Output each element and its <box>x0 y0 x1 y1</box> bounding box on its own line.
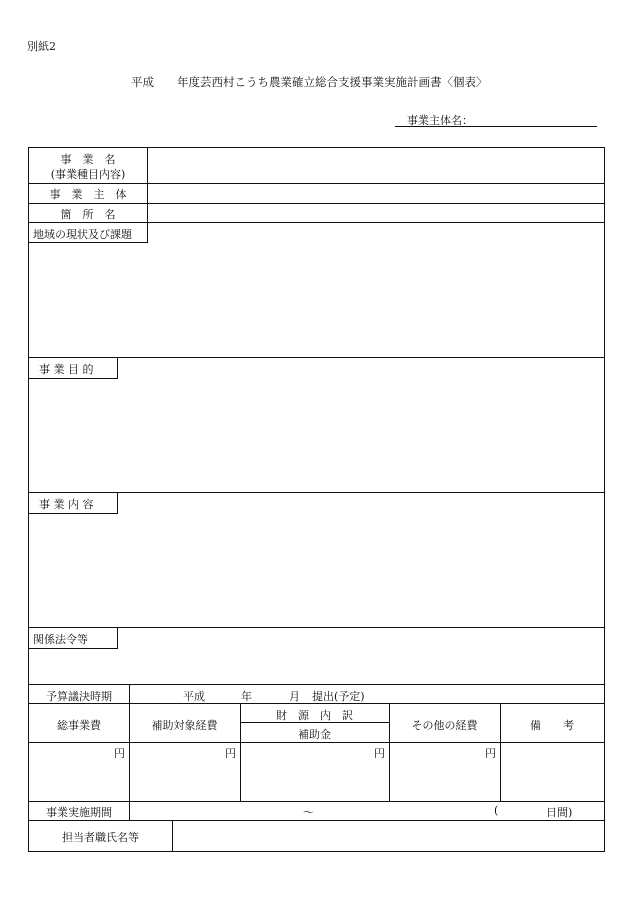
laws-tab <box>29 628 118 649</box>
total-cost-header: 総事業費 <box>57 719 101 732</box>
current-status-field[interactable] <box>29 244 604 356</box>
subsidy-yen: 円 <box>374 747 385 760</box>
days-open-paren: ( <box>494 804 499 817</box>
content-tab <box>29 493 118 514</box>
total-cost-yen: 円 <box>114 747 125 760</box>
subsidy-target-yen: 円 <box>225 747 236 760</box>
entity-name-label: 事業主体名： <box>407 114 473 127</box>
document-title: 平成 年度芸西村こうち農業確立総合支援事業実施計画書〈個表〉 <box>131 75 488 89</box>
month-label: 月 <box>289 690 300 703</box>
current-status-tab <box>29 223 148 243</box>
content-field[interactable] <box>29 515 604 626</box>
subsidy-header: 補助金 <box>298 728 331 741</box>
funding-breakdown-header: 財 源 内 訳 <box>276 709 353 722</box>
other-costs-header: その他の経費 <box>411 719 478 732</box>
purpose-label: 事 業 目 的 <box>39 363 94 376</box>
days-label: 日間) <box>546 806 573 819</box>
content-label: 事 業 内 容 <box>39 498 94 511</box>
tilde-label: ～ <box>303 806 314 819</box>
period-label: 事業実施期間 <box>46 806 112 819</box>
budget-decision-label: 予算議決時期 <box>46 690 112 703</box>
subsidy-target-header: 補助対象経費 <box>151 719 218 732</box>
subsidy-field[interactable] <box>241 743 389 800</box>
submit-label: 提出(予定) <box>312 690 365 703</box>
project-entity-label: 事 業 主 体 <box>49 188 127 201</box>
other-costs-yen: 円 <box>485 747 496 760</box>
remarks-field[interactable] <box>501 743 604 800</box>
remarks-header: 備 考 <box>530 719 574 732</box>
project-entity-field[interactable] <box>148 184 604 203</box>
project-name-field[interactable] <box>148 148 604 183</box>
year-label: 年 <box>241 690 252 703</box>
attachment-label: 別紙2 <box>27 40 56 53</box>
era-label: 平成 <box>183 690 205 703</box>
laws-label: 関係法令等 <box>33 633 88 646</box>
other-costs-field[interactable] <box>390 743 500 800</box>
current-status-label: 地域の現状及び課題 <box>33 228 132 241</box>
purpose-tab <box>29 358 118 379</box>
subsidy-target-field[interactable] <box>130 743 240 800</box>
total-cost-field[interactable] <box>30 743 129 800</box>
laws-field[interactable] <box>29 650 604 683</box>
entity-name-field[interactable] <box>395 112 597 127</box>
purpose-field[interactable] <box>29 380 604 491</box>
location-field[interactable] <box>148 204 604 222</box>
location-label: 箇 所 名 <box>60 208 116 221</box>
contact-field[interactable] <box>173 821 604 851</box>
contact-label: 担当者職氏名等 <box>62 831 139 844</box>
project-type-label: (事業種目内容) <box>50 168 126 181</box>
project-name-label: 事 業 名 <box>60 153 116 166</box>
